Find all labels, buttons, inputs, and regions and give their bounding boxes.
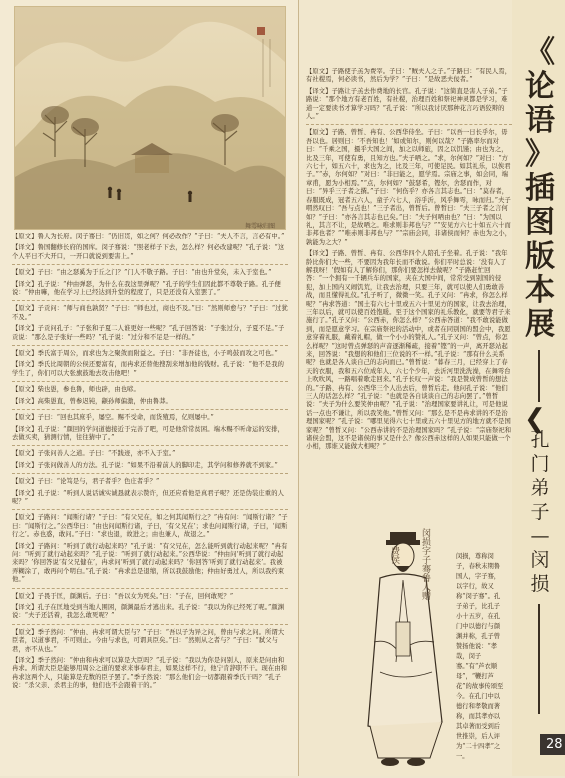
series-title-char: 《 [525,35,555,70]
right-text-column [306,68,512,520]
paragraph-divider [12,381,288,382]
text-paragraph: 【原文】鲁人为长府。闵子骞曰：“仍旧贯，如之何？何必改作？”子曰：“夫人不言，言必有中。” [12,233,285,240]
series-title-char: 展 [525,307,555,342]
text-paragraph: 【译文】孔子说：“听到人说话诚实诚恳就表示赞许，但还应看他是真君子呢？还是伪装庄重的人呢？” [12,489,284,505]
text-paragraph: 【原文】子曰：“论笃是与，君子者乎？色庄者乎？” [12,478,160,486]
painting-caption: 舞雩咏归图 [245,223,276,230]
paragraph-divider [12,300,288,301]
paragraph-divider [12,473,288,474]
text-paragraph: 【译文】季子然问：“仲由和冉求可以算是大臣吗？”孔子说：“我以为你是问别人，原来是问由和冉求。所谓大臣是能够用周公之道的要求来事奉君主，如果这样不行，他宁肯辞职不干。现在由和冉求这两个人，只能算是充数的臣子罢了。”季子然说：“那么他们会一切都跟着季氏干吗？”孔子说：“杀父亲、杀君主的事，他们也不会跟着干的。” [12,657,288,690]
chapter-subtitle-char: 闵 [530,549,550,571]
page-number: 28 [540,734,565,755]
text-paragraph: 【原文】季子然问：“仲由、冉求可谓大臣与？”子曰：“吾以子为异之问，曾由与求之问。所谓大臣者，以道事君，不可则止。今由与求也，可谓具臣矣。”曰：“然则从之者与？”子曰：“弑父与君，亦不从也。” [12,628,285,653]
text-paragraph: 【原文】子张问善人之道。子曰：“不践迹，亦不入于室。” [12,450,176,458]
text-paragraph: 【原文】子路问：“闻斯行诸？”子曰：“有父兄在，如之何其闻斯行之？”冉有问：“闻斯行诸？”子曰：“闻斯行之。”公西华曰：“由也问闻斯行诸，子曰，‘有父兄在’；求也问闻斯行诸，子曰，‘闻斯行之’。赤也惑，敢问。”子曰：“求也退，故进之；由也兼人，故退之。” [12,514,288,539]
text-paragraph: 【原文】子曰：“回也其庶乎，屡空。赐不受命，而货殖焉，亿则屡中。” [12,414,214,422]
series-title-char: 语 [525,103,555,138]
chapter-subtitle-char: 损 [530,573,550,595]
text-paragraph: 【译文】孔子在匡地受到当地人围困，颜渊最后才逃出来。孔子说：“我以为你已经死了呢。”颜渊说：“夫子还活着，我怎么敢死呢？” [12,604,285,620]
paragraph-divider [12,624,288,625]
paragraph-divider [12,509,288,510]
chapter-subtitle-char: — [530,525,550,547]
figure-inscription-title: 费侯 [389,546,399,564]
series-title-char: 》 [525,137,555,172]
chevron-left-icon: ❮ [524,404,546,434]
text-paragraph: 【原文】子畏于匡，颜渊后。子曰：“吾以女为死矣。”曰：“子在，回何敢死？” [12,592,234,600]
left-text-column [12,233,288,773]
chapter-subtitle-char: 门 [530,453,550,475]
painting-illustration [15,7,285,229]
chapter-subtitle-char: 子 [530,501,550,523]
paragraph-divider [12,588,288,589]
side-divider-line-bottom [538,604,540,714]
series-title-char: 图 [525,205,555,240]
text-paragraph: 【原文】子贡问：“师与商也孰贤？”子曰：“师也过，商也不及。”曰：“然则师愈与？”子曰：“过犹不及。” [12,305,288,321]
text-paragraph: 【原文】季氏富于周公，而求也为之聚敛而附益之。子曰：“非吾徒也，小子鸣鼓而攻之可也。” [12,350,278,358]
text-paragraph: 【译文】季氏比周朝的公侯还要富有，而冉求还替他搜刮来增加他的钱财。孔子说：“他不是我的学生了，你们可以大张旗鼓地去攻击他吧！” [12,361,284,377]
text-paragraph: 【译文】子路让子羔去作费地的长官。孔子说：“这简直是害人子弟。”子路说：“那个地方有老百姓，有社稷，治理百姓和祭祀神灵都是学习，难道一定要读书才算学习吗？”孔子说：“所以我讨厌那种花言巧语狡辩的人。” [306,87,508,121]
biography-text: 闵损，尊称闵子，春秋末期鲁国人，字子骞，以字行，故又称“闵子骞”。孔子弟子，比孔子小十五岁，在孔门中以德行与颜渊并称，孔子曾赞扬他说：“孝哉，闵子骞。”有“芦衣顺母”，“鞭打芦花”的故事传颂至今。在孔门中以德行和孝敬而著称，而其孝亦以其卓著而受到后世推崇，后人评为“二十四孝”之一。 [456,553,504,760]
paragraph-divider [12,264,288,265]
text-paragraph: 【译文】鲁国翻修长府的国库。闵子骞说：“照老样子下去，怎么样？何必改建呢？”孔子说：“这个人平日不大开口，一开口就说到要害上。” [12,244,285,260]
text-paragraph: 【原文】子路、曾皙、冉有、公西华侍坐。子曰：“以吾一日长乎尔，毋吾以也。居则曰：‘不吾知也！’如或知尔，则何以哉？”子路率尔而对曰：“千乘之国，摄乎大国之间，加之以师旅，因之以饥馑；由也为之，比及三年，可使有勇，且知方也。”夫子哂之。“求，尔何如？”对曰：“方六七十，如五六十，求也为之，比及三年，可使足民。如其礼乐，以俟君子。”“赤，尔何如？”对曰：“非曰能之，愿学焉。宗庙之事，如会同，端章甫，愿为小相焉。”“点，尔何如？”鼓瑟希，铿尔，舍瑟而作，对曰：“异乎三子者之撰。”子曰：“何伤乎？亦各言其志也。”曰：“莫春者，春服既成，冠者五六人，童子六七人，浴乎沂，风乎舞雩，咏而归。”夫子喟然叹曰：“吾与点也！”三子者出，曾皙后。曾皙曰：“夫三子者之言何如？”子曰：“亦各言其志也已矣。”曰：“夫子何哂由也？”曰：“为国以礼，其言不让，是故哂之。唯求则非邦也与？”“安见方六七十如五六十而非邦也者？”“唯赤则非邦也与？”“宗庙会同，非诸侯而何？赤也为之小，孰能为之大？” [306,129,512,246]
chapter-subtitle [522,428,558,596]
text-paragraph: 【译文】子路、曾皙、冉有、公西华四个人陪孔子坐着。孔子说：“我年龄比你们大一些，不要因为我年长而不敢说。你们平时总说：‘没有人了解我呀！’假如有人了解你们，那你们要怎样去做呢？”子路赶忙回答：“一个拥有一千辆兵车的国家，夹在大国中间，常常受到别国的侵犯，加上国内又闹饥荒，让我去治理，只要三年，就可以使人们勇敢善战，而且懂得礼仪。”孔子听了，微微一笑。孔子又问：“冉求，你怎么样呢？”冉求答道：“国土有六七十里或五六十里见方的国家，让我去治理，三年以后，就可以使百姓饱暖。至于这个国家的礼乐教化，就要等君子来施行了。”孔子又问：“公西赤，你怎么样？”公西赤答道：“我不敢说能做到，而是愿意学习。在宗庙祭祀的活动中，或者在同别国的盟会中，我愿意穿着礼服，戴着礼帽，做一个小小的赞礼人。”孔子又问：“曾点，你怎么样呢？”这时曾点弹瑟的声音逐渐稀疏，接着“铿”的一声，离开瑟站起来，回答说：“我想的和他们三位说的不一样。”孔子说：“那有什么关系呢？也就是各人谈自己的志向而已。”曾皙说：“暮春三月，已经穿上了春天的衣服，我和五六位成年人、六七个少年，去沂河里洗洗澡，在舞雩台上吹吹风，一路唱着歌走回来。”孔子长叹一声说：“我是赞成曾皙的想法的。”子路、冉有、公西华三个人出去后，曾皙后走。他问孔子说：“他们三人的话怎么样？”孔子说：“也就是各自谈谈自己的志向罢了。”曾皙说：“夫子为什么要笑仲由呢？”孔子说：“治理国家要讲礼让，可是他说话一点也不谦让，所以我笑他。”曾皙又问：“那么是不是冉求讲的不是治理国家呢？”孔子说：“哪里见得六七十里或五六十里见方的地方就不是国家呢？”曾皙又问：“公西赤讲的不是治理国家吗？”孔子说：“宗庙祭祀和诸侯会盟，这不是诸侯的事又是什么？像公西赤这样的人如果只能做一个小相，那谁又能做大相呢？” [306,250,512,451]
text-paragraph: 【译文】高柴愚直，曾参迟钝，颛孙师偏激，仲由鲁莽。 [12,397,172,405]
text-paragraph: 【原文】子路使子羔为费宰。子曰：“贼夫人之子。”子路曰：“有民人焉，有社稷焉，何必读书，然后为学？”子曰：“是故恶夫佞者。” [306,68,512,84]
text-paragraph: 【译文】孔子说：“颜回的学问道德接近于完善了吧，可是他常常贫困。端木赐不听命运的安排，去做买卖，猜测行情，往往猜中了。” [12,425,284,441]
text-paragraph: 【译文】子路问：“听到了就行动起来吗？”孔子说：“有父兄在，怎么能听到就行动起来呢？”冉有问：“听到了就行动起来吗？”孔子说：“听到了就行动起来。”公西华说：“仲由问‘听到了就行动起来吗？’你回答说‘有父兄健在’，冉求问‘听到了就行动起来吗？’你回答‘听到了就行动起来’。我被弄糊涂了，敢再问个明白。”孔子说：“冉求总是退缩，所以我鼓励他；仲由好勇过人，所以我约束他。” [12,542,288,584]
paragraph-divider [12,409,288,410]
paragraph-divider [12,445,288,446]
side-divider-line-top [538,350,540,402]
series-title [520,36,560,342]
text-paragraph: 【原文】子曰：“由之瑟奚为于丘之门？”门人不敬子路。子曰：“由也升堂矣，未入于室也。” [12,269,272,277]
landscape-painting [14,6,286,230]
series-title-char: 本 [525,273,555,308]
chapter-subtitle-char: 弟 [530,477,550,499]
chapter-subtitle-char: 孔 [530,429,550,451]
figure-inscription-main: 闵损字子骞鲁人赠 [420,528,430,600]
series-title-char: 版 [525,239,555,274]
text-paragraph: 【译文】子张问做善人的方法。孔子说：“如果不沿着前人的脚印走，其学问和修养就不到家。” [12,461,278,469]
text-paragraph: 【译文】孔子说：“仲由弹瑟，为什么在我这里弹呢？”孔子的学生们因此都不尊敬子路。孔子便说：“仲由嘛，他在学习上已经达到升堂的程度了，只是还没有入室罢了。” [12,280,281,297]
paragraph-divider [12,345,288,346]
series-title-char: 插 [525,171,555,206]
text-paragraph: 【译文】子贡问孔子：“子张和子夏二人谁更好一些呢？”孔子回答说：“子张过分，子夏不足。”子贡说：“那么是子张好一些吗？”孔子说：“过分和不足是一样的。” [12,325,285,341]
paragraph-divider [306,124,512,125]
text-paragraph: 【原文】柴也愚，参也鲁，师也辟，由也喭。 [12,386,140,394]
series-title-char: 论 [525,69,555,104]
